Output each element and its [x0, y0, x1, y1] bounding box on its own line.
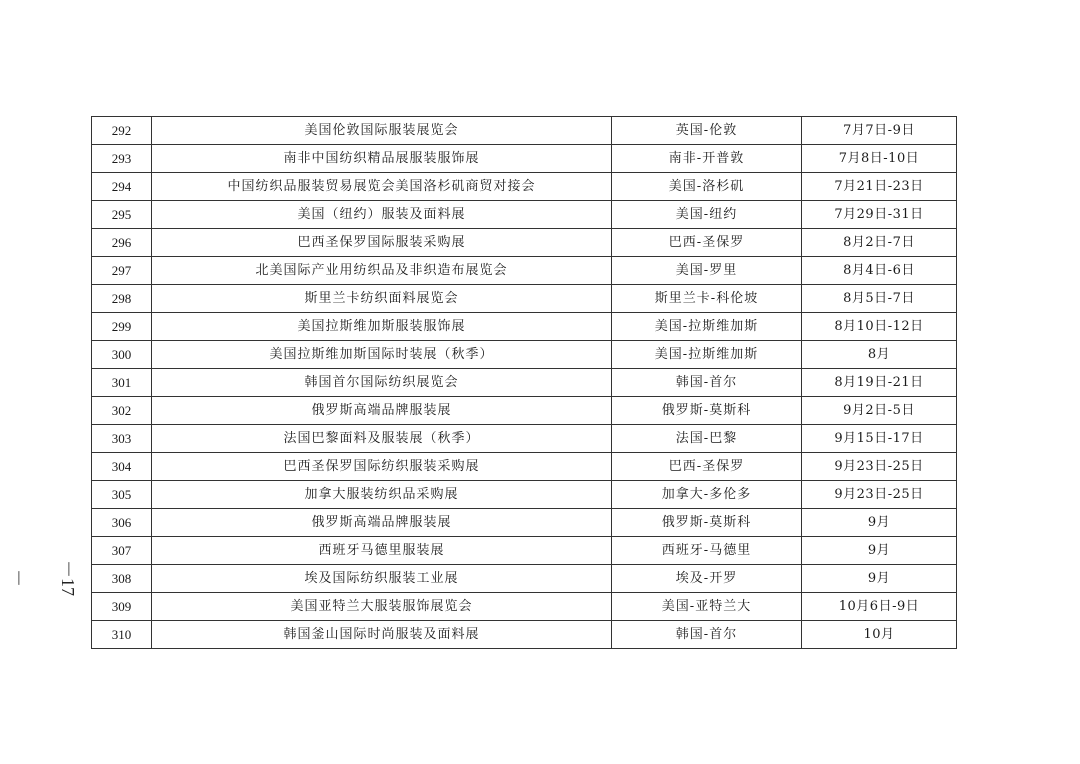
exhibition-name-cell: 加拿大服装纺织品采购展 — [152, 481, 612, 509]
exhibition-table-body — [92, 117, 957, 649]
table-row — [92, 565, 957, 593]
table-row — [92, 257, 957, 285]
date-cell: 8月5日-7日 — [802, 285, 957, 313]
exhibition-name-cell: 斯里兰卡纺织面料展览会 — [152, 285, 612, 313]
location-cell: 美国-拉斯维加斯 — [612, 313, 802, 341]
location-cell: 法国-巴黎 — [612, 425, 802, 453]
date-cell: 8月2日-7日 — [802, 229, 957, 257]
location-cell: 美国-亚特兰大 — [612, 593, 802, 621]
date-cell: 7月21日-23日 — [802, 173, 957, 201]
date-cell: 8月19日-21日 — [802, 369, 957, 397]
table-row — [92, 481, 957, 509]
row-number-cell: 297 — [92, 257, 152, 285]
table-row — [92, 145, 957, 173]
location-cell: 南非-开普敦 — [612, 145, 802, 173]
table-row — [92, 341, 957, 369]
date-cell: 7月29日-31日 — [802, 201, 957, 229]
location-cell: 巴西-圣保罗 — [612, 453, 802, 481]
row-number-cell: 294 — [92, 173, 152, 201]
exhibition-name-cell: 韩国釜山国际时尚服装及面料展 — [152, 621, 612, 649]
date-cell: 9月23日-25日 — [802, 481, 957, 509]
location-cell: 埃及-开罗 — [612, 565, 802, 593]
table-row — [92, 621, 957, 649]
row-number-cell: 298 — [92, 285, 152, 313]
table-row — [92, 313, 957, 341]
date-cell: 9月 — [802, 509, 957, 537]
row-number-cell: 304 — [92, 453, 152, 481]
location-cell: 英国-伦敦 — [612, 117, 802, 145]
exhibition-name-cell: 西班牙马德里服装展 — [152, 537, 612, 565]
date-cell: 9月 — [802, 537, 957, 565]
table-row — [92, 285, 957, 313]
exhibition-name-cell: 俄罗斯高端品牌服装展 — [152, 509, 612, 537]
exhibition-name-cell: 中国纺织品服装贸易展览会美国洛杉矶商贸对接会 — [152, 173, 612, 201]
date-cell: 10月 — [802, 621, 957, 649]
date-cell: 8月 — [802, 341, 957, 369]
date-cell: 9月15日-17日 — [802, 425, 957, 453]
table-row — [92, 425, 957, 453]
location-cell: 西班牙-马德里 — [612, 537, 802, 565]
row-number-cell: 292 — [92, 117, 152, 145]
location-cell: 美国-洛杉矶 — [612, 173, 802, 201]
table-row — [92, 537, 957, 565]
row-number-cell: 307 — [92, 537, 152, 565]
row-number-cell: 296 — [92, 229, 152, 257]
date-cell: 7月7日-9日 — [802, 117, 957, 145]
date-cell: 9月2日-5日 — [802, 397, 957, 425]
exhibition-name-cell: 巴西圣保罗国际纺织服装采购展 — [152, 453, 612, 481]
exhibition-name-cell: 美国（纽约）服装及面料展 — [152, 201, 612, 229]
table-row — [92, 509, 957, 537]
location-cell: 美国-拉斯维加斯 — [612, 341, 802, 369]
row-number-cell: 310 — [92, 621, 152, 649]
exhibition-name-cell: 美国亚特兰大服装服饰展览会 — [152, 593, 612, 621]
location-cell: 韩国-首尔 — [612, 621, 802, 649]
row-number-cell: 309 — [92, 593, 152, 621]
exhibition-name-cell: 北美国际产业用纺织品及非织造布展览会 — [152, 257, 612, 285]
exhibition-name-cell: 韩国首尔国际纺织展览会 — [152, 369, 612, 397]
exhibition-name-cell: 美国拉斯维加斯服装服饰展 — [152, 313, 612, 341]
exhibition-name-cell: 美国拉斯维加斯国际时装展（秋季） — [152, 341, 612, 369]
row-number-cell: 308 — [92, 565, 152, 593]
date-cell: 8月10日-12日 — [802, 313, 957, 341]
exhibition-name-cell: 法国巴黎面料及服装展（秋季） — [152, 425, 612, 453]
exhibition-name-cell: 埃及国际纺织服装工业展 — [152, 565, 612, 593]
date-cell: 7月8日-10日 — [802, 145, 957, 173]
table-row — [92, 201, 957, 229]
row-number-cell: 306 — [92, 509, 152, 537]
location-cell: 俄罗斯-莫斯科 — [612, 397, 802, 425]
row-number-cell: 300 — [92, 341, 152, 369]
row-number-cell: 299 — [92, 313, 152, 341]
location-cell: 巴西-圣保罗 — [612, 229, 802, 257]
table-row — [92, 229, 957, 257]
location-cell: 美国-纽约 — [612, 201, 802, 229]
row-number-cell: 305 — [92, 481, 152, 509]
date-cell: 10月6日-9日 — [802, 593, 957, 621]
location-cell: 美国-罗里 — [612, 257, 802, 285]
exhibition-name-cell: 美国伦敦国际服装展览会 — [152, 117, 612, 145]
table-row — [92, 397, 957, 425]
table-row — [92, 453, 957, 481]
table-row — [92, 593, 957, 621]
row-number-cell: 295 — [92, 201, 152, 229]
exhibition-name-cell: 巴西圣保罗国际服装采购展 — [152, 229, 612, 257]
location-cell: 韩国-首尔 — [612, 369, 802, 397]
location-cell: 斯里兰卡-科伦坡 — [612, 285, 802, 313]
location-cell: 俄罗斯-莫斯科 — [612, 509, 802, 537]
table-row — [92, 117, 957, 145]
exhibition-name-cell: 俄罗斯高端品牌服装展 — [152, 397, 612, 425]
page-number: －17－ — [8, 560, 78, 596]
row-number-cell: 293 — [92, 145, 152, 173]
date-cell: 9月23日-25日 — [802, 453, 957, 481]
date-cell: 9月 — [802, 565, 957, 593]
table-row — [92, 369, 957, 397]
table-row — [92, 173, 957, 201]
row-number-cell: 301 — [92, 369, 152, 397]
exhibition-table — [91, 116, 957, 649]
exhibition-name-cell: 南非中国纺织精品展服装服饰展 — [152, 145, 612, 173]
date-cell: 8月4日-6日 — [802, 257, 957, 285]
location-cell: 加拿大-多伦多 — [612, 481, 802, 509]
row-number-cell: 302 — [92, 397, 152, 425]
row-number-cell: 303 — [92, 425, 152, 453]
